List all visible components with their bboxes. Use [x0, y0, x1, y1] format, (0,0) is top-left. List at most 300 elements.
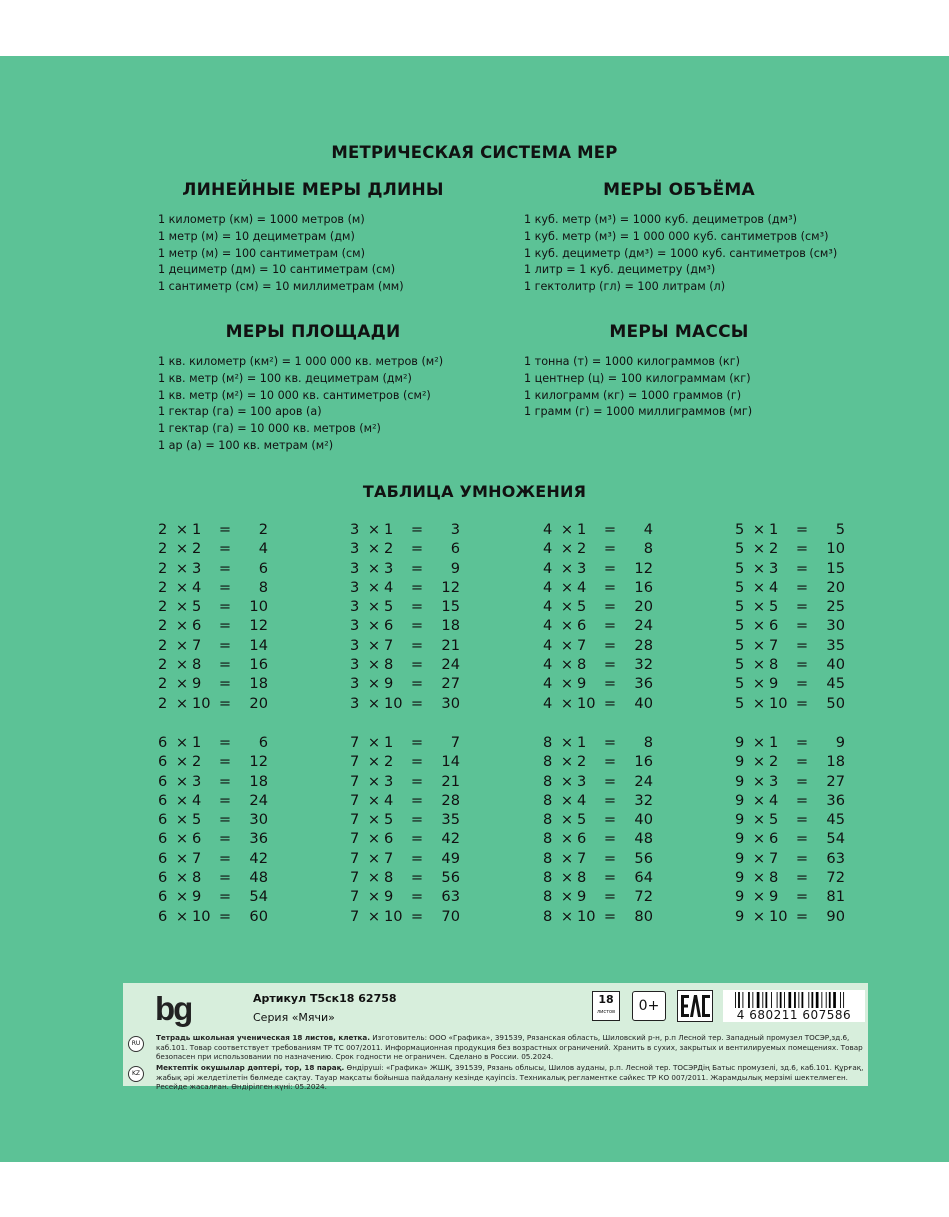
mult-cell: 18	[249, 772, 268, 790]
mult-cell: =	[603, 772, 617, 790]
mult-cell: ×	[367, 598, 381, 616]
length-line: 1 сантиметр (см) = 10 миллиметрам (мм)	[158, 280, 404, 294]
mult-cell: =	[603, 521, 617, 538]
mult-cell: 3	[350, 675, 360, 693]
mult-cell: ×	[752, 578, 766, 596]
mult-row	[350, 810, 460, 829]
mult-cell: 49	[441, 849, 460, 867]
mult-cell: 3	[577, 772, 587, 790]
mult-cell: ×	[560, 598, 574, 616]
mult-cell: 8	[769, 656, 779, 674]
mult-cell: ×	[175, 578, 189, 596]
mult-cell: 2	[158, 521, 168, 538]
mult-row	[158, 829, 268, 848]
mult-cell: 10	[769, 907, 788, 925]
mult-cell: 30	[249, 811, 268, 829]
mult-cell: 50	[826, 694, 845, 712]
mult-cell: =	[410, 521, 424, 538]
mult-cell: =	[603, 907, 617, 925]
mult-cell: 16	[634, 753, 653, 771]
mult-cell: 32	[634, 791, 653, 809]
mult-cell: =	[218, 598, 232, 616]
mult-cell: 7	[350, 772, 360, 790]
mult-cell: 5	[835, 521, 845, 538]
mult-cell: 5	[735, 675, 745, 693]
mult-cell: ×	[752, 830, 766, 848]
mult-cell: ×	[367, 675, 381, 693]
mult-cell: 4	[543, 636, 553, 654]
mult-cell: =	[410, 559, 424, 577]
mult-cell: 6	[258, 734, 268, 751]
mult-cell: 2	[158, 675, 168, 693]
mult-cell: 30	[441, 694, 460, 712]
mult-row	[158, 578, 268, 597]
eac-mark-icon	[677, 990, 713, 1022]
mult-cell: 24	[634, 772, 653, 790]
mult-row	[543, 539, 653, 558]
mult-cell: =	[795, 675, 809, 693]
sheets-count: 18	[598, 993, 614, 1006]
mult-cell: 5	[192, 811, 202, 829]
length-title: ЛИНЕЙНЫЕ МЕРЫ ДЛИНЫ	[182, 180, 444, 200]
mult-row	[350, 616, 460, 635]
mult-cell: 3	[769, 772, 779, 790]
mult-cell: 3	[350, 521, 360, 538]
mult-cell: 3	[350, 598, 360, 616]
mult-cell: ×	[367, 578, 381, 596]
volume-line: 1 куб. метр (м³) = 1000 куб. дециметров (дм³)	[524, 213, 797, 226]
length-section	[158, 180, 468, 296]
mult-row	[158, 616, 268, 635]
mult-row	[350, 752, 460, 771]
mult-cell: 30	[826, 617, 845, 635]
mult-cell: 72	[634, 888, 653, 906]
length-lines	[158, 212, 468, 296]
length-line: 1 метр (м) = 10 дециметрам (дм)	[158, 229, 355, 243]
mult-cell: 25	[826, 598, 845, 616]
mult-cell: 18	[826, 753, 845, 771]
mult-cell: 72	[826, 869, 845, 887]
mult-cell: 1	[384, 521, 394, 538]
mult-cell: 10	[826, 540, 845, 558]
mult-cell: =	[795, 791, 809, 809]
mult-cell: 5	[735, 636, 745, 654]
mult-cell: ×	[367, 559, 381, 577]
mult-cell: =	[603, 694, 617, 712]
mult-row	[543, 694, 653, 713]
mult-cell: 4	[192, 578, 202, 596]
mult-cell: 3	[384, 772, 394, 790]
mult-row	[543, 520, 653, 539]
mult-cell: 14	[249, 636, 268, 654]
mult-cell: 27	[826, 772, 845, 790]
mult-cell: 6	[158, 849, 168, 867]
area-line: 1 гектар (га) = 10 000 кв. метров (м²)	[158, 422, 381, 436]
mult-cell: 9	[735, 907, 745, 925]
mult-cell: =	[603, 656, 617, 674]
mult-row	[735, 578, 845, 597]
mult-row	[350, 597, 460, 616]
mult-cell: =	[795, 869, 809, 887]
mult-cell: =	[795, 598, 809, 616]
mult-cell: =	[410, 636, 424, 654]
kz-description	[156, 1063, 864, 1092]
mult-cell: =	[218, 734, 232, 751]
ru-description-title: Тетрадь школьная ученическая 18 листов, клетка.	[156, 1033, 370, 1042]
mult-cell: 40	[634, 811, 653, 829]
mult-cell: 6	[158, 791, 168, 809]
length-line: 1 метр (м) = 100 сантиметрам (см)	[158, 246, 365, 260]
area-line: 1 кв. метр (м²) = 10 000 кв. сантиметров (см²)	[158, 388, 431, 402]
mult-cell: 8	[543, 907, 553, 925]
mult-cell: 63	[826, 849, 845, 867]
mult-row	[735, 616, 845, 635]
mult-row	[735, 559, 845, 578]
mult-cell: 24	[249, 791, 268, 809]
mult-cell: 8	[577, 869, 587, 887]
mult-row	[543, 810, 653, 829]
mult-cell: ×	[175, 734, 189, 751]
mult-cell: =	[410, 907, 424, 925]
area-lines	[158, 354, 468, 455]
mult-table-3	[350, 520, 460, 713]
mult-row	[158, 810, 268, 829]
mult-cell: 8	[384, 656, 394, 674]
mult-row	[735, 520, 845, 539]
mult-cell: 4	[543, 617, 553, 635]
mult-cell: 40	[826, 656, 845, 674]
mult-cell: 5	[577, 811, 587, 829]
mass-lines	[524, 354, 834, 421]
mult-cell: 56	[634, 849, 653, 867]
mult-cell: 5	[735, 559, 745, 577]
mult-cell: =	[795, 811, 809, 829]
mult-cell: 4	[543, 559, 553, 577]
mult-cell: 42	[441, 830, 460, 848]
mult-cell: =	[410, 811, 424, 829]
mult-cell: ×	[752, 772, 766, 790]
mult-row	[350, 868, 460, 887]
mult-cell: =	[218, 675, 232, 693]
volume-title: МЕРЫ ОБЪЁМА	[603, 180, 755, 200]
mult-cell: 6	[577, 830, 587, 848]
article-number: Артикул Т5ск18 62758	[253, 992, 397, 1005]
mult-cell: =	[410, 791, 424, 809]
mult-cell: 3	[350, 617, 360, 635]
mult-row	[735, 597, 845, 616]
mult-table-6	[158, 733, 268, 926]
mult-cell: 8	[769, 869, 779, 887]
mult-cell: 2	[158, 540, 168, 558]
mult-cell: =	[218, 540, 232, 558]
mult-cell: 6	[577, 617, 587, 635]
mult-row	[158, 791, 268, 810]
mult-cell: ×	[367, 830, 381, 848]
mult-row	[158, 539, 268, 558]
mult-cell: ×	[175, 559, 189, 577]
mult-cell: =	[795, 636, 809, 654]
mult-cell: 6	[769, 617, 779, 635]
mult-cell: 10	[577, 907, 596, 925]
multiplication-title: ТАБЛИЦА УМНОЖЕНИЯ	[362, 482, 587, 501]
mult-cell: 20	[249, 694, 268, 712]
mass-section	[524, 322, 834, 421]
mult-row	[350, 674, 460, 693]
mult-cell: 7	[350, 888, 360, 906]
mult-cell: 21	[441, 772, 460, 790]
mult-cell: 36	[249, 830, 268, 848]
mult-cell: 80	[634, 907, 653, 925]
mult-cell: 1	[192, 734, 202, 751]
mult-cell: 8	[543, 734, 553, 751]
mult-row	[543, 733, 653, 752]
mult-row	[735, 694, 845, 713]
mult-cell: =	[218, 521, 232, 538]
mult-cell: 2	[577, 540, 587, 558]
mult-cell: ×	[752, 907, 766, 925]
mult-cell: 9	[735, 734, 745, 751]
mult-cell: ×	[752, 694, 766, 712]
ru-description	[156, 1033, 864, 1062]
mult-cell: 48	[634, 830, 653, 848]
mult-row	[543, 655, 653, 674]
mult-cell: ×	[367, 694, 381, 712]
series-name: Серия «Мячи»	[253, 1011, 335, 1024]
mult-cell: 1	[384, 734, 394, 751]
mult-cell: =	[410, 675, 424, 693]
mult-cell: 5	[769, 811, 779, 829]
mult-row	[735, 887, 845, 906]
mult-cell: ×	[560, 578, 574, 596]
lang-ru-icon: RU	[128, 1036, 144, 1052]
mult-cell: =	[410, 694, 424, 712]
mult-table-7	[350, 733, 460, 926]
mult-table-8	[543, 733, 653, 926]
mult-cell: 70	[441, 907, 460, 925]
mult-cell: 7	[350, 907, 360, 925]
area-title: МЕРЫ ПЛОЩАДИ	[225, 322, 401, 342]
mass-line: 1 тонна (т) = 1000 килограммов (кг)	[524, 355, 740, 368]
mult-cell: =	[603, 734, 617, 751]
mult-cell: ×	[560, 734, 574, 751]
mult-cell: 27	[441, 675, 460, 693]
mult-cell: 60	[249, 907, 268, 925]
mult-cell: 4	[543, 598, 553, 616]
mult-row	[543, 674, 653, 693]
mult-cell: ×	[175, 907, 189, 925]
volume-line: 1 гектолитр (гл) = 100 литрам (л)	[524, 280, 726, 294]
mult-cell: 5	[577, 598, 587, 616]
mult-row	[350, 791, 460, 810]
mult-cell: 3	[192, 772, 202, 790]
mult-cell: =	[603, 888, 617, 906]
mult-cell: ×	[175, 811, 189, 829]
mult-cell: 7	[350, 869, 360, 887]
mult-cell: 10	[192, 907, 211, 925]
mult-cell: 9	[192, 675, 202, 693]
mult-cell: 6	[450, 540, 460, 558]
mult-cell: 54	[249, 888, 268, 906]
mult-cell: =	[603, 636, 617, 654]
mult-row	[158, 887, 268, 906]
mult-cell: 16	[634, 578, 653, 596]
mult-cell: 1	[577, 521, 587, 538]
mult-cell: ×	[367, 617, 381, 635]
mult-cell: 7	[384, 849, 394, 867]
mult-cell: ×	[175, 791, 189, 809]
mult-cell: 56	[441, 869, 460, 887]
mult-cell: ×	[752, 598, 766, 616]
mult-cell: 4	[769, 791, 779, 809]
mult-cell: =	[218, 907, 232, 925]
mult-cell: ×	[175, 636, 189, 654]
mult-cell: =	[410, 617, 424, 635]
mult-cell: 5	[769, 598, 779, 616]
mult-cell: 4	[543, 521, 553, 538]
mult-row	[735, 674, 845, 693]
mult-cell: 4	[577, 578, 587, 596]
mult-cell: =	[410, 656, 424, 674]
mult-cell: ×	[560, 540, 574, 558]
mult-cell: 10	[384, 907, 403, 925]
barcode-number: 4 680211 607586	[723, 1008, 865, 1022]
mult-cell: 2	[158, 656, 168, 674]
mult-cell: ×	[560, 694, 574, 712]
mult-cell: 9	[835, 734, 845, 751]
mult-row	[543, 597, 653, 616]
mult-cell: ×	[560, 521, 574, 538]
mult-cell: 9	[735, 849, 745, 867]
mult-cell: 63	[441, 888, 460, 906]
mult-cell: =	[603, 811, 617, 829]
mult-cell: ×	[175, 830, 189, 848]
mult-cell: 5	[735, 578, 745, 596]
mult-row	[543, 578, 653, 597]
mult-row	[543, 868, 653, 887]
mult-cell: 8	[643, 734, 653, 751]
volume-line: 1 куб. дециметр (дм³) = 1000 куб. сантиметров (см³)	[524, 246, 838, 260]
mult-cell: 8	[543, 811, 553, 829]
mult-row	[158, 674, 268, 693]
area-section	[158, 322, 468, 455]
volume-section	[524, 180, 838, 296]
mult-row	[350, 829, 460, 848]
mult-cell: 3	[350, 540, 360, 558]
mult-cell: 6	[158, 811, 168, 829]
mult-row	[543, 616, 653, 635]
mult-cell: 10	[192, 694, 211, 712]
mult-cell: =	[218, 617, 232, 635]
mult-cell: 3	[769, 559, 779, 577]
mult-cell: 4	[543, 656, 553, 674]
mult-cell: 8	[384, 869, 394, 887]
mult-cell: 9	[735, 791, 745, 809]
mult-cell: 10	[577, 694, 596, 712]
mult-cell: 2	[158, 578, 168, 596]
page-title: МЕТРИЧЕСКАЯ СИСТЕМА МЕР	[331, 143, 618, 162]
mult-row	[158, 772, 268, 791]
mult-cell: 2	[158, 559, 168, 577]
mult-row	[350, 733, 460, 752]
mult-cell: =	[218, 559, 232, 577]
mult-cell: 2	[158, 694, 168, 712]
mult-cell: 81	[826, 888, 845, 906]
mult-row	[543, 772, 653, 791]
mult-cell: =	[795, 559, 809, 577]
mult-cell: 64	[634, 869, 653, 887]
mult-row	[158, 733, 268, 752]
mult-row	[735, 539, 845, 558]
mult-cell: ×	[367, 849, 381, 867]
mult-cell: ×	[752, 888, 766, 906]
mult-cell: ×	[175, 598, 189, 616]
mult-cell: 48	[249, 869, 268, 887]
mult-cell: 6	[158, 888, 168, 906]
mult-row	[735, 907, 845, 926]
mult-cell: 10	[769, 694, 788, 712]
mult-row	[735, 655, 845, 674]
mult-cell: =	[603, 540, 617, 558]
mult-cell: 6	[158, 753, 168, 771]
mult-row	[350, 636, 460, 655]
mult-cell: 2	[158, 598, 168, 616]
mult-cell: 1	[192, 521, 202, 538]
mult-cell: ×	[560, 636, 574, 654]
mult-row	[350, 772, 460, 791]
mass-line: 1 грамм (г) = 1000 миллиграммов (мг)	[524, 405, 753, 419]
mult-cell: =	[218, 830, 232, 848]
mult-row	[735, 791, 845, 810]
mult-cell: 8	[643, 540, 653, 558]
mult-cell: 7	[350, 830, 360, 848]
mult-cell: 1	[577, 734, 587, 751]
mult-cell: 14	[441, 753, 460, 771]
mult-cell: =	[795, 540, 809, 558]
mult-cell: 7	[384, 636, 394, 654]
mult-cell: =	[795, 578, 809, 596]
mult-cell: 2	[384, 540, 394, 558]
mult-cell: =	[795, 830, 809, 848]
mult-cell: 8	[543, 753, 553, 771]
mult-cell: 28	[441, 791, 460, 809]
mult-cell: =	[795, 617, 809, 635]
mult-row	[735, 810, 845, 829]
mult-row	[158, 520, 268, 539]
mult-cell: 21	[441, 636, 460, 654]
mult-cell: ×	[175, 869, 189, 887]
mult-cell: 32	[634, 656, 653, 674]
mult-cell: =	[410, 540, 424, 558]
mult-cell: 8	[577, 656, 587, 674]
mult-cell: 9	[384, 675, 394, 693]
mult-cell: ×	[560, 888, 574, 906]
mult-cell: 5	[735, 656, 745, 674]
mult-cell: =	[603, 753, 617, 771]
mult-cell: 36	[826, 791, 845, 809]
mult-cell: 5	[735, 617, 745, 635]
mult-cell: 9	[769, 888, 779, 906]
mult-cell: 36	[634, 675, 653, 693]
mult-cell: 7	[450, 734, 460, 751]
mult-cell: 1	[769, 734, 779, 751]
mult-cell: 5	[735, 540, 745, 558]
mult-cell: 6	[158, 869, 168, 887]
mult-cell: 8	[192, 869, 202, 887]
mult-cell: ×	[752, 521, 766, 538]
mult-cell: ×	[752, 869, 766, 887]
mult-cell: 9	[735, 888, 745, 906]
area-line: 1 кв. метр (м²) = 100 кв. дециметрам (дм²)	[158, 371, 412, 385]
